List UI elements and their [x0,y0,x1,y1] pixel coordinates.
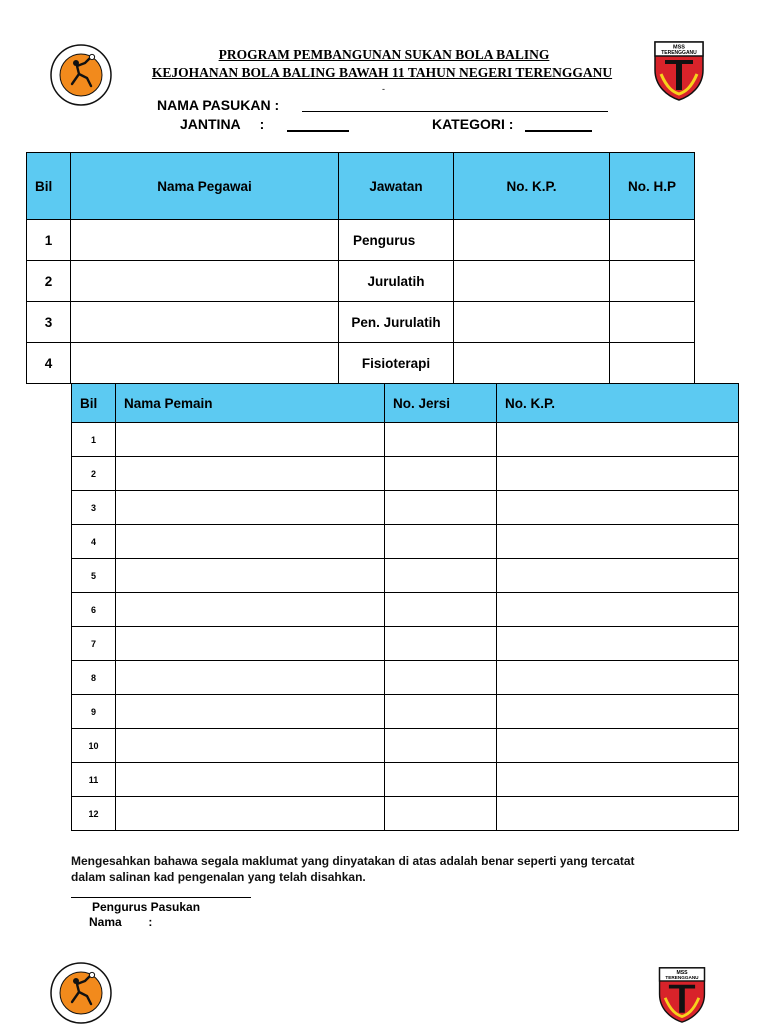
mss-terengganu-logo-bottom [656,966,708,1024]
official-position: Pen. Jurulatih [339,302,454,343]
table-row [72,661,739,695]
program-title: PROGRAM PEMBANGUNAN SUKAN BOLA BALING [218,47,550,62]
player-number: 9 [72,695,116,729]
player-jersey-cell[interactable] [385,763,497,797]
player-ic-cell[interactable] [497,559,739,593]
player-number: 11 [72,763,116,797]
player-number: 1 [72,423,116,457]
player-ic-cell[interactable] [497,729,739,763]
category-label: KATEGORI : [432,116,514,132]
player-name-cell[interactable] [116,729,385,763]
player-jersey-cell[interactable] [385,729,497,763]
table-row [27,302,695,343]
official-phone-cell[interactable] [610,220,695,261]
official-name-cell[interactable] [71,261,339,302]
table-row [72,729,739,763]
players-header-bil: Bil [72,384,116,423]
championship-title: KEJOHANAN BOLA BALING BAWAH 11 TAHUN NEGERI TERENGGANU [151,65,613,80]
gender-line[interactable] [287,130,349,132]
player-ic-cell[interactable] [497,797,739,831]
signatory-name-label: Nama : [89,915,153,929]
table-row [72,593,739,627]
official-ic-cell[interactable] [454,302,610,343]
officials-header-bil: Bil [27,153,71,220]
mss-logo-text-1: MSS [673,44,685,51]
players-header-jersey: No. Jersi [385,384,497,423]
gender-label: JANTINA : [180,116,265,132]
certification-statement [71,853,711,885]
player-jersey-cell[interactable] [385,627,497,661]
official-number: 4 [27,343,71,384]
player-number: 7 [72,627,116,661]
players-header-row [72,384,739,423]
category-line[interactable] [525,130,592,132]
table-row [27,343,695,384]
player-jersey-cell[interactable] [385,457,497,491]
signatory-title: Pengurus Pasukan [92,900,201,914]
player-ic-cell[interactable] [497,423,739,457]
mss-logo-text-2: TERENGGANU [661,50,697,56]
players-header-ic: No. K.P. [497,384,739,423]
table-row [72,491,739,525]
official-number: 2 [27,261,71,302]
player-jersey-cell[interactable] [385,593,497,627]
official-ic-cell[interactable] [454,261,610,302]
official-number: 3 [27,302,71,343]
official-ic-cell[interactable] [454,220,610,261]
official-number: 1 [27,220,71,261]
player-name-cell[interactable] [116,423,385,457]
official-name-cell[interactable] [71,343,339,384]
player-ic-cell[interactable] [497,763,739,797]
player-jersey-cell[interactable] [385,491,497,525]
player-jersey-cell[interactable] [385,525,497,559]
table-row [72,797,739,831]
player-number: 10 [72,729,116,763]
player-name-cell[interactable] [116,627,385,661]
player-number: 12 [72,797,116,831]
player-jersey-cell[interactable] [385,559,497,593]
table-row [72,423,739,457]
dash-mark: - [382,84,385,94]
officials-header-row [27,153,695,220]
player-number: 8 [72,661,116,695]
official-phone-cell[interactable] [610,261,695,302]
player-jersey-cell[interactable] [385,797,497,831]
table-row [72,559,739,593]
team-name-line[interactable] [302,111,608,112]
official-phone-cell[interactable] [610,343,695,384]
players-header-name: Nama Pemain [116,384,385,423]
table-row [72,763,739,797]
signature-line[interactable] [71,897,251,898]
player-name-cell[interactable] [116,525,385,559]
player-name-cell[interactable] [116,559,385,593]
mss-logo-text-2: TERENGGANU [665,975,699,981]
official-position: Fisioterapi [339,343,454,384]
player-name-cell[interactable] [116,661,385,695]
player-name-cell[interactable] [116,797,385,831]
official-name-cell[interactable] [71,302,339,343]
player-jersey-cell[interactable] [385,695,497,729]
player-ic-cell[interactable] [497,457,739,491]
player-ic-cell[interactable] [497,661,739,695]
officials-header-name: Nama Pegawai [71,153,339,220]
player-name-cell[interactable] [116,491,385,525]
official-position: Pengurus [339,220,454,261]
officials-header-phone: No. H.P [610,153,695,220]
table-row [72,525,739,559]
statement-line-1: Mengesahkan bahawa segala maklumat yang dinyatakan di atas adalah benar seperti yang tercatat [71,854,635,868]
official-phone-cell[interactable] [610,302,695,343]
player-ic-cell[interactable] [497,491,739,525]
player-jersey-cell[interactable] [385,661,497,695]
player-number: 2 [72,457,116,491]
table-row [27,220,695,261]
table-row [72,457,739,491]
officials-header-ic: No. K.P. [454,153,610,220]
player-name-cell[interactable] [116,763,385,797]
mss-logo-text-1: MSS [676,969,688,976]
player-name-cell[interactable] [116,695,385,729]
officials-table [26,152,695,384]
officials-header-position: Jawatan [339,153,454,220]
player-name-cell[interactable] [116,457,385,491]
statement-line-2: dalam salinan kad pengenalan yang telah disahkan. [71,870,366,884]
player-jersey-cell[interactable] [385,423,497,457]
table-row [72,695,739,729]
player-number: 4 [72,525,116,559]
player-number: 5 [72,559,116,593]
handball-association-logo-bottom [50,962,112,1024]
player-ic-cell[interactable] [497,593,739,627]
table-row [27,261,695,302]
players-table [71,383,739,831]
player-number: 6 [72,593,116,627]
player-ic-cell[interactable] [497,525,739,559]
official-ic-cell[interactable] [454,343,610,384]
player-name-cell[interactable] [116,593,385,627]
player-ic-cell[interactable] [497,627,739,661]
table-row [72,627,739,661]
team-name-label: NAMA PASUKAN : [157,97,280,113]
player-ic-cell[interactable] [497,695,739,729]
official-name-cell[interactable] [71,220,339,261]
official-position: Jurulatih [339,261,454,302]
player-number: 3 [72,491,116,525]
